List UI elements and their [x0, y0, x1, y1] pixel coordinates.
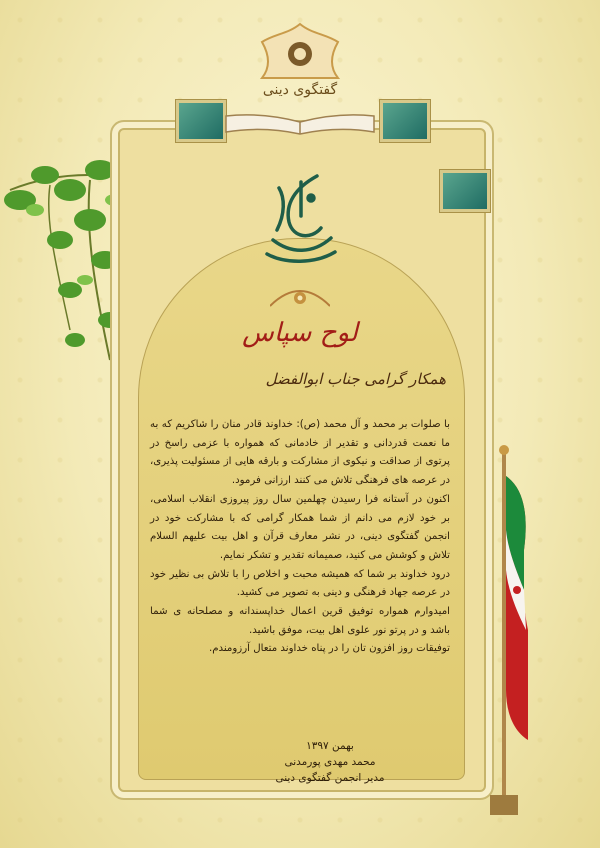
body-paragraph: امیدوارم همواره توفیق قرین اعمال خداپسندانه و مصلحانه ی شما باشد و در پرتو نور علوی اهل بیت، موفق باشید.: [150, 606, 450, 636]
body-paragraph: توفیقات روز افزون تان را در پناه خداوند متعال آرزومندم.: [208, 643, 450, 655]
certificate-body: [150, 416, 450, 659]
ornament-tile-right-lower: [440, 170, 490, 212]
recipient-line: همکار گرامی جناب ابوالفضل: [265, 370, 446, 388]
ornament-divider: [270, 282, 330, 310]
signature-role: مدیر انجمن گفتگوی دینی: [275, 772, 385, 784]
flag-icon: [462, 440, 552, 820]
ornament-tile-left: [176, 100, 226, 142]
book-icon: [222, 112, 378, 136]
emblem-icon: [250, 20, 350, 82]
certificate-title: لوح سپاس: [242, 318, 358, 348]
body-paragraph: اکنون در آستانه فرا رسیدن چهلمین سال روز پیروزی انقلاب اسلامی، بر خود لازم می دانم از شما همکار گرامی که با مشارکت خود در انجمن گفتگوی دینی، در نشر معارف قرآن و اهل بیت علیهم السلام تلاش و کوشش می کنید، صمیمانه تقدیر و تشکر نمایم.: [150, 493, 450, 561]
logo-text: گفتگوی دینی: [262, 82, 338, 98]
basmala-calligraphy: [255, 168, 345, 268]
ornament-tile-right: [380, 100, 430, 142]
signature-date: بهمن ۱۳۹۷: [306, 740, 354, 752]
body-paragraph: با صلوات بر محمد و آل محمد (ص): خداوند قادر منان را شاکریم که به ما نعمت قدردانی و تقدیر از خادمانی که همواره با عزمی راسخ در پرتوی از صداقت و نیکوی از مشارکت و بارقه هایی از مسئولیت پذیری، در عرصه های فرهنگی تلاش می کنند ارزانی فرمود.: [150, 419, 450, 487]
body-paragraph: درود خداوند بر شما که همیشه محبت و اخلاص را با تلاش بی نظیر خود در عرصه جهاد فرهنگی و دینی به تصویر می کشید.: [150, 568, 450, 599]
signature-block: [255, 738, 405, 786]
logo: [250, 20, 350, 110]
signature-name: محمد مهدی پورمدنی: [284, 756, 376, 768]
